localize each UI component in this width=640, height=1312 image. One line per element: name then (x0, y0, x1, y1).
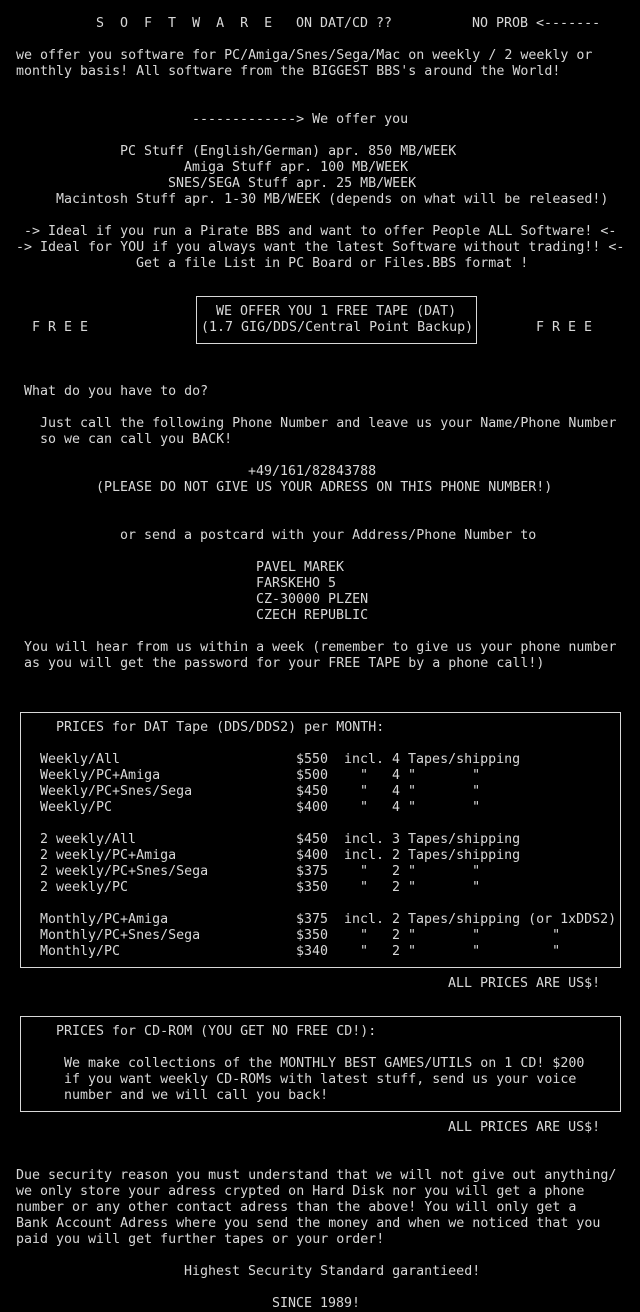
cd-prices-footer: ALL PRICES ARE US$! (448, 1120, 601, 1135)
free-tape-line1: WE OFFER YOU 1 FREE TAPE (DAT) (216, 304, 457, 319)
security-line: Due security reason you must understand that we will not give out anything/ (16, 1168, 617, 1183)
dat-prices-heading: PRICES for DAT Tape (DDS/DDS2) per MONTH: (56, 720, 385, 735)
price-plan-name: Monthly/PC (40, 944, 121, 959)
price-note: " 2 " " (344, 880, 481, 895)
free-tape-box (196, 296, 477, 344)
price-plan-name: 2 weekly/PC+Amiga (40, 848, 177, 863)
price-note: incl. 2 Tapes/shipping (or 1xDDS2) (344, 912, 617, 927)
price-plan-name: 2 weekly/PC (40, 880, 129, 895)
security-line: Bank Account Adress where you send the money and when we noticed that you (16, 1216, 601, 1231)
dat-prices-box (20, 712, 621, 968)
hear-line: You will hear from us within a week (remember to give us your phone number (24, 640, 617, 655)
question: What do you have to do? (24, 384, 209, 399)
price-amount: $340 (296, 944, 329, 959)
address-line: CZ-30000 PLZEN (256, 592, 369, 607)
price-amount: $400 (296, 848, 329, 863)
price-amount: $450 (296, 832, 329, 847)
header-subtitle: ON DAT/CD ?? (296, 16, 393, 31)
phone-number: +49/161/82843788 (248, 464, 377, 479)
price-note: " 4 " " (344, 768, 481, 783)
cd-prices-heading: PRICES for CD-ROM (YOU GET NO FREE CD!): (56, 1024, 377, 1039)
offer-item: PC Stuff (English/German) apr. 850 MB/WEEK (120, 144, 457, 159)
price-plan-name: Monthly/PC+Snes/Sega (40, 928, 201, 943)
price-note: " 4 " " (344, 784, 481, 799)
price-plan-name: Weekly/PC+Amiga (40, 768, 161, 783)
security-line: number or any other contact adress than the above! You will only get a (16, 1200, 577, 1215)
since-line: SINCE 1989! (272, 1296, 361, 1311)
free-left: F R E E (32, 320, 89, 335)
address-line: PAVEL MAREK (256, 560, 345, 575)
intro-line: we offer you software for PC/Amiga/Snes/Sega/Mac on weekly / 2 weekly or (16, 48, 593, 63)
price-note: " 4 " " (344, 800, 481, 815)
cd-prices-box (20, 1016, 621, 1112)
price-plan-name: Weekly/PC+Snes/Sega (40, 784, 193, 799)
intro-line: monthly basis! All software from the BIGGEST BBS's around the World! (16, 64, 561, 79)
price-plan-name: Monthly/PC+Amiga (40, 912, 169, 927)
price-note: " 2 " " " (344, 944, 561, 959)
price-amount: $375 (296, 912, 329, 927)
price-plan-name: 2 weekly/All (40, 832, 137, 847)
address-line: CZECH REPUBLIC (256, 608, 369, 623)
dat-prices-footer: ALL PRICES ARE US$! (448, 976, 601, 991)
phone-warning: (PLEASE DO NOT GIVE US YOUR ADRESS ON THIS PHONE NUMBER!) (96, 480, 553, 495)
filelist-line: Get a file List in PC Board or Files.BBS format ! (136, 256, 529, 271)
price-amount: $450 (296, 784, 329, 799)
call-line: Just call the following Phone Number and leave us your Name/Phone Number (40, 416, 617, 431)
price-amount: $350 (296, 880, 329, 895)
price-plan-name: Weekly/PC (40, 800, 113, 815)
ideal-line: -> Ideal if you run a Pirate BBS and want to offer People ALL Software! <- (24, 224, 617, 239)
security-line: we only store your adress crypted on Hard Disk nor you will get a phone (16, 1184, 585, 1199)
price-note: incl. 3 Tapes/shipping (344, 832, 521, 847)
price-note: incl. 2 Tapes/shipping (344, 848, 521, 863)
price-plan-name: Weekly/All (40, 752, 121, 767)
offer-item: Amiga Stuff apr. 100 MB/WEEK (184, 160, 409, 175)
address-line: FARSKEHO 5 (256, 576, 337, 591)
postcard-line: or send a postcard with your Address/Phone Number to (120, 528, 537, 543)
offer-item: Macintosh Stuff apr. 1-30 MB/WEEK (depends on what will be released!) (56, 192, 609, 207)
cd-prices-line: We make collections of the MONTHLY BEST GAMES/UTILS on 1 CD! $200 (64, 1056, 585, 1071)
free-right: F R E E (536, 320, 593, 335)
price-note: " 2 " " (344, 864, 481, 879)
header-title: S O F T W A R E (96, 16, 273, 31)
hear-line: as you will get the password for your FREE TAPE by a phone call!) (24, 656, 545, 671)
free-tape-line2: (1.7 GIG/DDS/Central Point Backup) (201, 320, 474, 335)
price-plan-name: 2 weekly/PC+Snes/Sega (40, 864, 209, 879)
price-note: " 2 " " " (344, 928, 561, 943)
security-line: paid you will get further tapes or your order! (16, 1232, 385, 1247)
price-amount: $375 (296, 864, 329, 879)
price-note: incl. 4 Tapes/shipping (344, 752, 521, 767)
call-line: so we can call you BACK! (40, 432, 233, 447)
price-amount: $400 (296, 800, 329, 815)
header-tagline: NO PROB <------- (472, 16, 601, 31)
offer-heading: -------------> We offer you (192, 112, 409, 127)
price-amount: $500 (296, 768, 329, 783)
price-amount: $350 (296, 928, 329, 943)
cd-prices-line: if you want weekly CD-ROMs with latest stuff, send us your voice (64, 1072, 577, 1087)
offer-item: SNES/SEGA Stuff apr. 25 MB/WEEK (168, 176, 417, 191)
cd-prices-line: number and we will call you back! (64, 1088, 329, 1103)
price-amount: $550 (296, 752, 329, 767)
security-standard: Highest Security Standard garantieed! (184, 1264, 481, 1279)
ideal-line: -> Ideal for YOU if you always want the latest Software without trading!! <- (16, 240, 625, 255)
